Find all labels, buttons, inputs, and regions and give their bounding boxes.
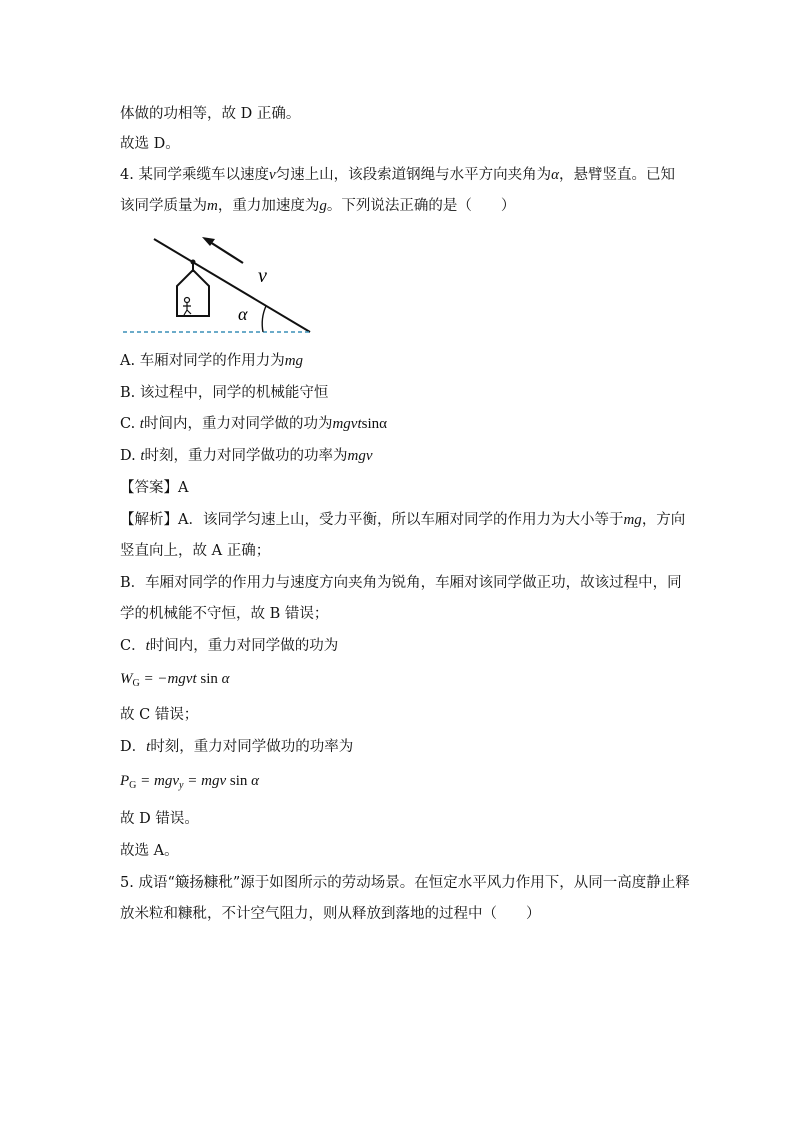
option-c-text: 时间内，重力对同学做的功为 [143, 416, 333, 432]
var-alpha: α [551, 167, 559, 183]
analysis-line-8: 故 D 错误。 [120, 811, 199, 827]
eq2-G: G [129, 780, 137, 791]
option-d-math: mgv [347, 448, 373, 464]
equation-power [120, 771, 259, 796]
analysis-line-3: B．车厢对同学的作用力与速度方向夹角为锐角，车厢对该同学做正功，故该过程中，同 [120, 575, 682, 591]
answer-tag: 【答案】 [120, 480, 178, 496]
analysis-line-7 [120, 737, 353, 757]
angle-arc [262, 306, 266, 332]
analysis-7-t: t [146, 739, 151, 755]
option-c-label: C. [120, 416, 140, 432]
q4-stem-f: 。下列说法正确的是（ ） [326, 198, 516, 214]
analysis-1-c: ，方向 [641, 512, 686, 528]
person-head-icon [185, 298, 190, 303]
eq1-sin: sin [196, 671, 222, 687]
option-a [120, 351, 303, 371]
analysis-line-4: 学的机械能不守恒，故 B 错误； [120, 606, 329, 622]
q4-stem-line-2 [120, 196, 515, 216]
eq2-y: y [179, 780, 184, 791]
eq2-m1: = mgv [136, 773, 180, 789]
analysis-line-9: 故选 A。 [120, 843, 179, 859]
pulley-icon [191, 260, 196, 265]
analysis-5-b: 时间内，重力对同学做的功为 [149, 638, 339, 654]
option-a-math: mg [284, 353, 304, 369]
q4-stem-c: ，悬臂竖直。已知 [559, 167, 675, 183]
option-a-text: A. 车厢对同学的作用力为 [120, 353, 285, 369]
velocity-arrow [210, 242, 243, 263]
answer-line [120, 478, 188, 498]
analysis-5-a: C． [120, 638, 146, 654]
analysis-line-1 [120, 510, 685, 530]
var-v: v [268, 167, 276, 183]
analysis-1-a: A．该同学匀速上山，受力平衡，所以车厢对同学的作用力为大小等于 [178, 512, 624, 528]
option-c-math: mgvt [332, 416, 362, 432]
eq1-G: G [132, 678, 140, 689]
answer-value: A [178, 480, 189, 496]
prev-line-2: 故选 D。 [120, 136, 180, 152]
eq2-alpha: α [251, 773, 259, 789]
analysis-tag: 【解析】 [120, 512, 178, 528]
person-body-icon [183, 303, 191, 316]
prev-line-1: 体做的功相等，故 D 正确。 [120, 106, 301, 122]
figure-alpha-label: α [238, 304, 248, 324]
analysis-1-mg: mg [623, 512, 642, 528]
var-m: m [207, 198, 218, 214]
eq1-W: W [120, 671, 133, 687]
q5-line-1: 5. 成语“簸扬糠秕”源于如图所示的劳动场景。在恒定水平风力作用下，从同一高度静止释 [120, 875, 690, 891]
eq2-m2: = mgv [183, 773, 227, 789]
option-c-t: t [139, 416, 144, 432]
cable-car-figure [118, 228, 318, 340]
eq1-rhs: = −mgvt [139, 671, 197, 687]
analysis-line-2: 竖直向上，故 A 正确； [120, 543, 271, 559]
analysis-7-b: 时刻，重力对同学做功的功率为 [150, 739, 354, 755]
option-d-t: t [140, 448, 145, 464]
option-b: B. 该过程中，同学的机械能守恒 [120, 385, 329, 401]
cabin-icon [177, 270, 209, 316]
var-g: g [319, 198, 327, 214]
option-c [120, 414, 387, 434]
q4-stem-e: ，重力加速度为 [217, 198, 320, 214]
eq1-alpha: α [221, 671, 230, 687]
q5-line-2: 放米粒和糠秕，不计空气阻力，则从释放到落地的过程中（ ） [120, 906, 541, 922]
q4-stem-d: 该同学质量为 [120, 198, 207, 214]
analysis-line-6: 故 C 错误； [120, 707, 199, 723]
equation-work [120, 669, 230, 694]
q4-stem-line-1 [120, 165, 675, 185]
q4-stem-b: 匀速上山，该段索道钢绳与水平方向夹角为 [275, 167, 552, 183]
eq2-sin: sin [226, 773, 252, 789]
figure-v-label: v [258, 265, 267, 287]
q4-stem-a: 4. 某同学乘缆车以速度 [120, 167, 269, 183]
option-d-label: D. [120, 448, 141, 464]
option-c-sin: sinα [361, 416, 388, 432]
option-d [120, 446, 373, 466]
analysis-7-a: D． [120, 739, 147, 755]
analysis-5-t: t [145, 638, 150, 654]
option-d-text: 时刻，重力对同学做功的功率为 [144, 448, 348, 464]
eq2-P: P [120, 773, 130, 789]
analysis-line-5 [120, 636, 338, 656]
